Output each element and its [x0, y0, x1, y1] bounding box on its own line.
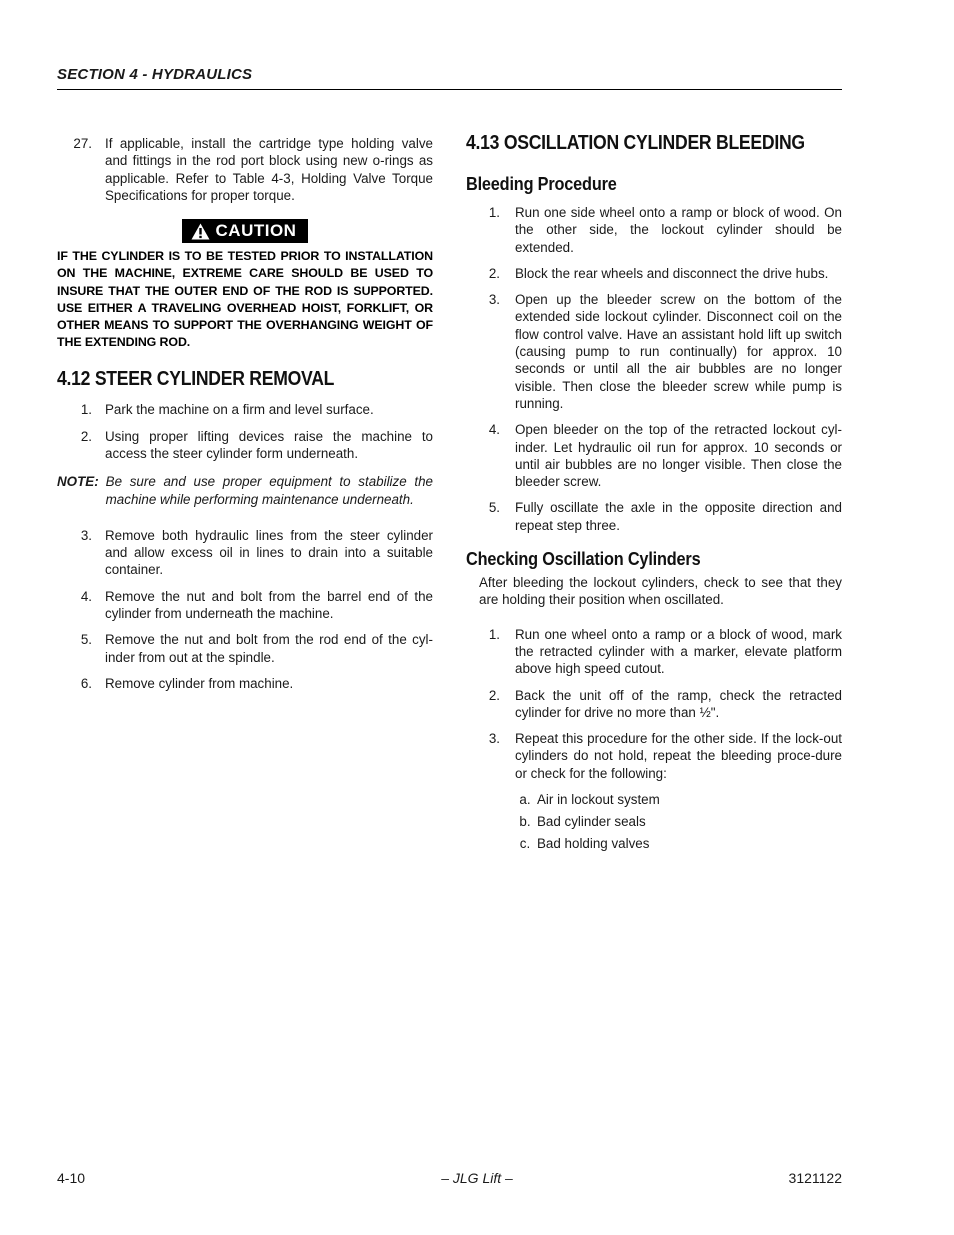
page-number: 4-10: [57, 1170, 86, 1186]
warning-triangle-icon: [191, 223, 210, 240]
step-text: Run one side wheel onto a ramp or block of wood. On the other side, the lockout cylinder should be extended.: [515, 205, 842, 255]
step-number: 2.: [488, 265, 500, 281]
list-item: [57, 631, 433, 666]
step-text: Open bleeder on the top of the retracted lockout cyl-inder. Let hydraulic oil run for approx. 10 seconds or until air bubbles are no longer visible. Then close the bleeder screw.: [515, 422, 842, 490]
step-text: Remove the nut and bolt from the rod end of the cyl-inder from out at the spindle.: [105, 632, 433, 665]
document-number: 3121122: [788, 1170, 842, 1186]
step-text: Remove the nut and bolt from the barrel end of the cylinder from underneath the machine.: [105, 588, 433, 622]
list-item: [57, 527, 433, 579]
step-number: 3.: [488, 731, 500, 747]
footer-brand: – JLG Lift –: [441, 1170, 513, 1186]
list-item: [57, 428, 433, 463]
note: [57, 473, 433, 508]
caution-label: CAUTION: [215, 221, 297, 241]
list-item: [57, 588, 433, 623]
step-number: 3.: [488, 292, 500, 308]
step-number: 2.: [80, 428, 92, 444]
step-text: Fully oscillate the axle in the opposite direction and repeat step three.: [515, 500, 842, 533]
sub-list-item: [515, 791, 842, 808]
step-text: Block the rear wheels and disconnect the drive hubs.: [515, 265, 829, 281]
left-column: [57, 135, 433, 701]
step-text: Park the machine on a firm and level surface.: [105, 402, 374, 418]
sub-list-item: [515, 835, 842, 852]
step-text: Using proper lifting devices raise the machine to access the steer cylinder form underneath.: [105, 428, 433, 461]
step-text: Remove both hydraulic lines from the steer cylinder and allow excess oil in lines to drain into a suitable container.: [105, 527, 433, 578]
step-number: 27.: [73, 136, 92, 151]
step-text: Run one wheel onto a ramp or a block of wood, mark the retracted cylinder with a marker, elevate platform above high speed cutout.: [515, 626, 842, 677]
list-item: [466, 291, 842, 412]
list-item: [57, 135, 433, 204]
step-number: 2.: [488, 687, 500, 703]
sub-item-letter: a.: [519, 792, 531, 808]
list-item: [466, 499, 842, 534]
list-item: [57, 675, 433, 692]
step-number: 1.: [488, 205, 500, 220]
step-number: 5.: [488, 500, 500, 516]
sub-item-letter: b.: [519, 813, 531, 829]
step-number: 4.: [488, 422, 500, 438]
step-text: Open up the bleeder screw on the bottom of the extended side lockout cylinder. Disconnect coil on the flow control valve. Have an assistant hold lift up switch (causing pump to run continually) for approx. 10 seconds or until all the air bubbles are no longer visible. Then close the bleeder screw while pump is running.: [515, 292, 842, 411]
step-text: Remove cylinder from machine.: [105, 675, 294, 691]
step-number: 1.: [80, 402, 92, 418]
caution-banner: [57, 219, 433, 243]
subsection-title: Checking Oscillation Cylinders: [466, 548, 701, 570]
caution-text: IF THE CYLINDER IS TO BE TESTED PRIOR TO INSTALLATION ON THE MACHINE, EXTREME CARE SHOULD BE USED TO INSURE THAT THE OUTER END OF THE ROD IS SUPPORTED. USE EITHER A TRAVELING OVERHEAD HOIST, FORKLIFT, OR OTHER MEANS TO SUPPORT THE OVERHANGING WEIGHT OF THE EXTENDING ROD.: [57, 249, 433, 350]
step-number: 4.: [80, 588, 92, 604]
subsection-title: Bleeding Procedure: [466, 173, 617, 194]
step-text: If applicable, install the cartridge type holding valve and fittings in the rod port block using new o-rings as applicable. Refer to Table 4-3, Holding Valve Torque Specifications for proper torque.: [105, 136, 433, 203]
note-label: NOTE:: [57, 474, 99, 490]
header-divider: [57, 89, 842, 90]
list-item: [57, 401, 433, 418]
list-item: [466, 626, 842, 678]
step-number: 5.: [80, 632, 92, 648]
step-number: 6.: [80, 675, 92, 691]
section-title: 4.13 OSCILLATION CYLINDER BLEEDING: [466, 132, 805, 154]
list-item: [466, 730, 842, 782]
step-text: Back the unit off of the ramp, check the retracted cylinder for drive no more than ½".: [515, 687, 842, 720]
section-header-title: SECTION 4 - HYDRAULICS: [57, 66, 253, 83]
sub-item-text: Air in lockout system: [537, 792, 660, 808]
right-column: [466, 132, 842, 856]
sub-item-text: Bad holding valves: [537, 835, 650, 851]
sub-item-letter: c.: [519, 835, 531, 851]
section-title: 4.12 STEER CYLINDER REMOVAL: [57, 368, 335, 391]
step-number: 1.: [488, 626, 500, 642]
note-text: Be sure and use proper equipment to stabilize the machine while performing maintenance underneath.: [105, 474, 433, 507]
step-number: 3.: [80, 527, 92, 543]
list-item: [466, 687, 842, 722]
list-item: [466, 204, 842, 256]
intro-paragraph: After bleeding the lockout cylinders, check to see that they are holding their position when oscillated.: [479, 575, 842, 608]
sub-list-item: [515, 813, 842, 830]
list-item: [466, 265, 842, 282]
step-text: Repeat this procedure for the other side. If the lock-out cylinders do not hold, repeat the bleeding proce-dure or check for the following:: [515, 731, 842, 781]
sub-item-text: Bad cylinder seals: [537, 813, 646, 829]
list-item: [466, 421, 842, 490]
